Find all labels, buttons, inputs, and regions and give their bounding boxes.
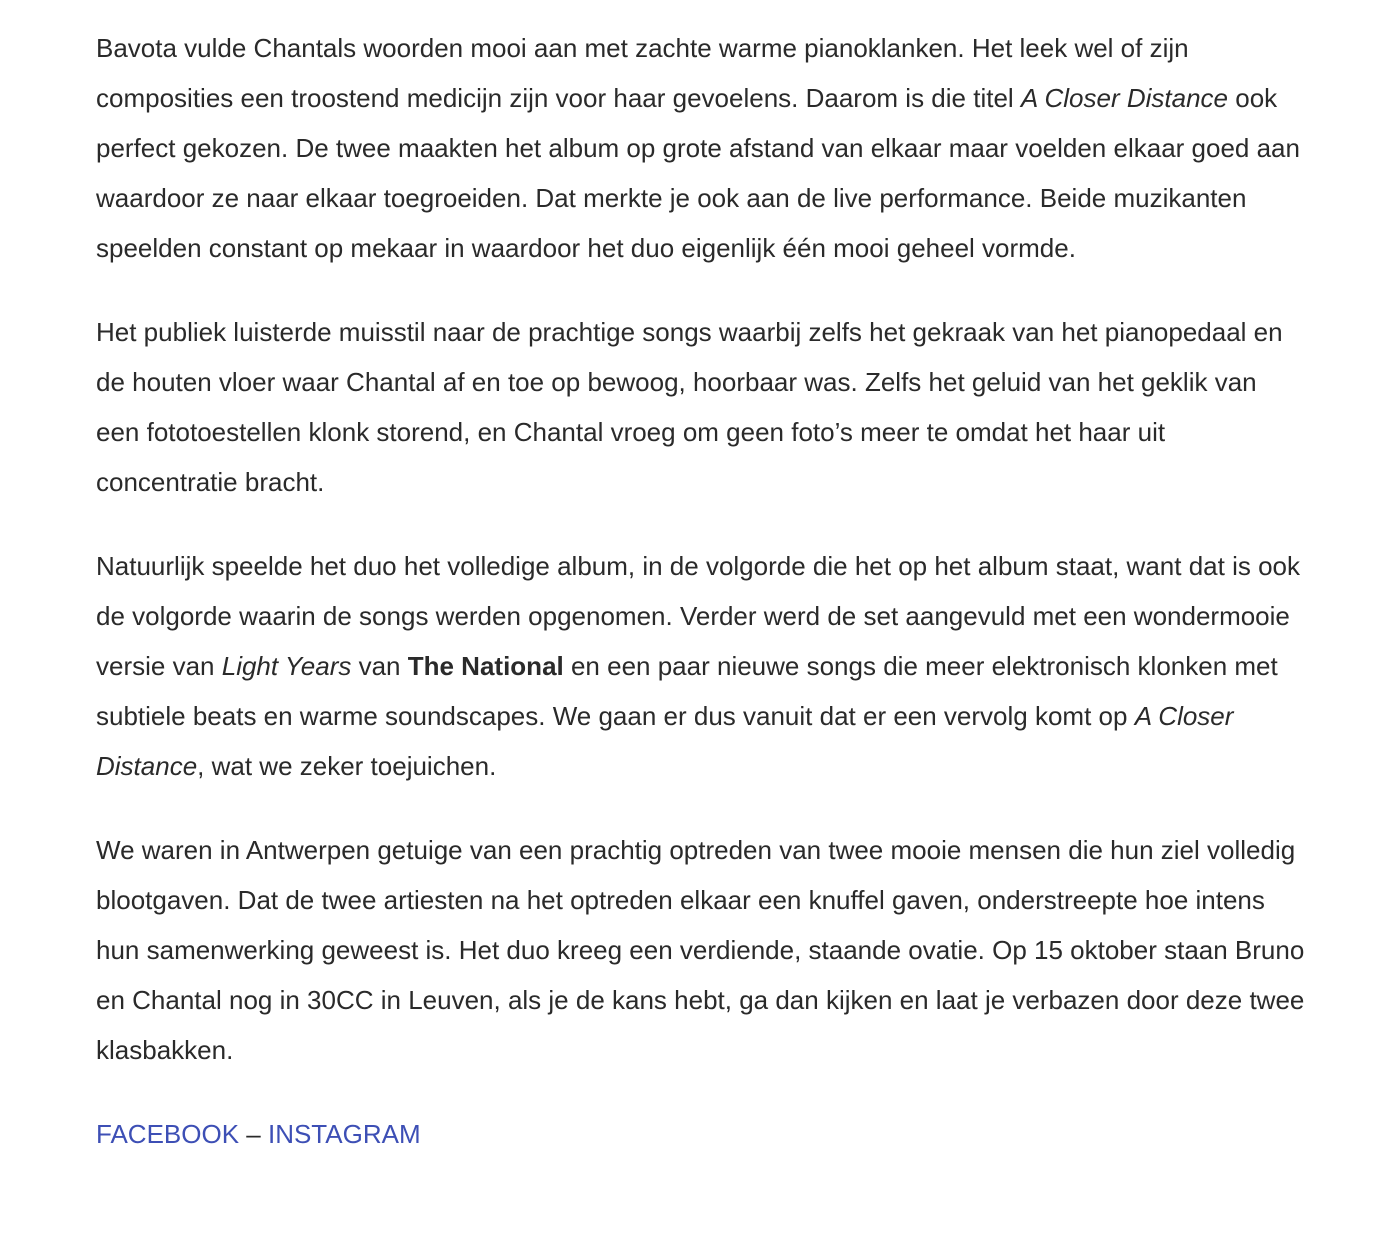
album-title: A Closer Distance: [1020, 83, 1229, 113]
paragraph-1-text-b: ook perfect gekozen. De twee maakten het album op grote afstand van elkaar maar voelden elkaar goed aan waardoor ze naar elkaar toegroeiden. Dat merkte je ook aan de live performance. Beide muzikanten speelden constant op mekaar in waardoor het duo eigenlijk één mooi geheel vormde.: [96, 83, 1300, 263]
paragraph-2: Het publiek luisterde muisstil naar de prachtige songs waarbij zelfs het gekraak van het pianopedaal en de houten vloer waar Chantal af en toe op bewoog, hoorbaar was. Zelfs het geluid van het geklik van een fototoestellen klonk storend, en Chantal vroeg om geen foto’s meer te omdat het haar uit concentratie bracht.: [96, 317, 1283, 497]
paragraph-3: [96, 541, 1306, 791]
social-links: [96, 1109, 1306, 1159]
paragraph-3-text-c: en een paar nieuwe songs die meer elektronisch klonken met subtiele beats en warme soundscapes. We gaan er dus vanuit dat er een vervolg komt op: [96, 651, 1278, 731]
band-name: The National: [407, 651, 564, 681]
article-body: [96, 23, 1306, 1193]
paragraph-1: [96, 23, 1306, 273]
paragraph-3-text-d: , wat we zeker toejuichen.: [197, 751, 497, 781]
album-title: A Closer Distance: [96, 701, 1234, 781]
song-title: Light Years: [221, 651, 352, 681]
instagram-link[interactable]: INSTAGRAM: [267, 1119, 421, 1149]
paragraph-3-text-a: Natuurlijk speelde het duo het volledige album, in de volgorde die het op het album staat, want dat is ook de volgorde waarin de songs werden opgenomen. Verder werd de set aangevuld met een wondermooie versie van: [96, 551, 1300, 681]
paragraph-1-text-a: Bavota vulde Chantals woorden mooi aan met zachte warme pianoklanken. Het leek wel of zijn composities een troostend medicijn zijn voor haar gevoelens. Daarom is die titel: [96, 33, 1189, 113]
paragraph-3-text-b: van: [351, 651, 408, 681]
paragraph-4: We waren in Antwerpen getuige van een prachtig optreden van twee mooie mensen die hun ziel volledig blootgaven. Dat de twee artiesten na het optreden elkaar een knuffel gaven, onderstreepte hoe intens hun samenwerking geweest is. Het duo kreeg een verdiende, staande ovatie. Op 15 oktober staan Bruno en Chantal nog in 30CC in Leuven, als je de kans hebt, ga dan kijken en laat je verbazen door deze twee klasbakken.: [96, 835, 1305, 1065]
facebook-link[interactable]: FACEBOOK: [96, 1119, 240, 1149]
social-separator: –: [239, 1119, 268, 1149]
